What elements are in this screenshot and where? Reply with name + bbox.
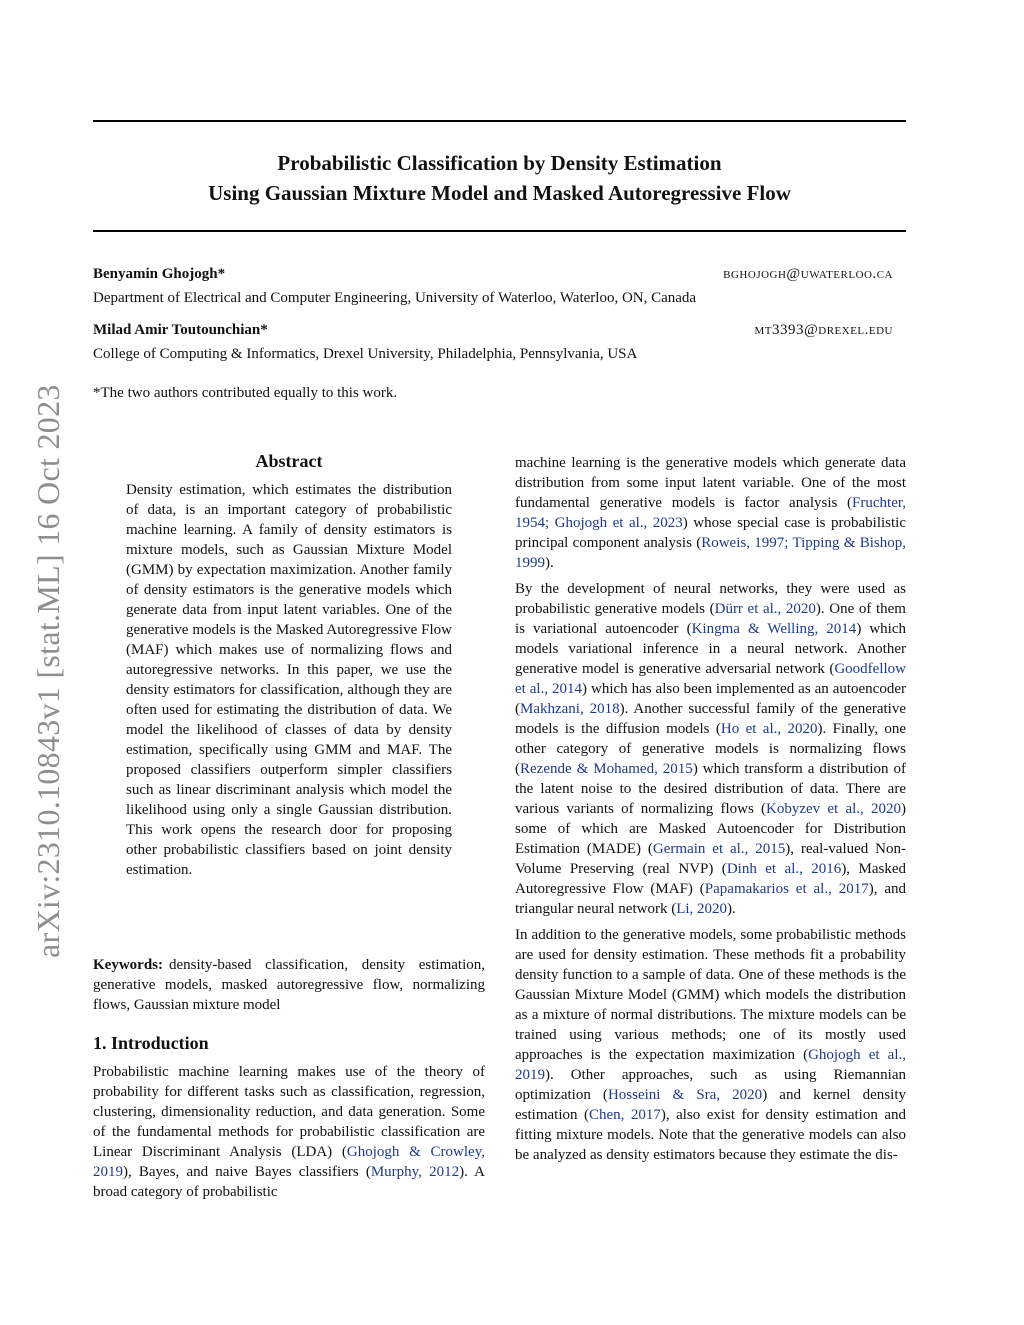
section-1-heading: 1. Introduction xyxy=(93,1033,209,1053)
citation-link[interactable]: Chen, 2017 xyxy=(588,1107,661,1123)
abstract-text: Density estimation, which estimates the distribution of data, is an important category of probabilistic machine learning. A family of density estimators is mixture models, such as Gaussian Mixture Model (GMM) by expectation maximization. Another family of density estimators is the generative models which generate data from input latent variables. One of the generative models is the Masked Autoregressive Flow (MAF) which makes use of normalizing flows and autoregressive networks. In this paper, we use the density estimators for classification, although they are often used for estimating the distribution of data. We model the likelihood of classes of data by density estimation, specifically using GMM and MAF. The proposed classifiers outperform simpler classifiers such as linear discriminant analysis which model the likelihood using only a single Gaussian distribution. This work opens the research door for proposing other probabilistic classifiers based on joint density estimation. xyxy=(126,482,452,878)
text-run: ) some of which are Masked Autoencoder for Distribution Estimation (MADE) ( xyxy=(515,801,906,857)
citation-link[interactable]: Papamakarios et al., 2017 xyxy=(704,881,869,897)
citation-link[interactable]: Ho et al., 2020 xyxy=(720,721,818,737)
abstract-heading: Abstract xyxy=(255,451,323,471)
title-top-rule xyxy=(93,120,906,122)
right-paragraph-2 xyxy=(515,579,906,919)
title-line-1: Probabilistic Classification by Density Estimation xyxy=(277,151,722,175)
citation-link[interactable]: Goodfellow et al., 2014 xyxy=(515,661,906,697)
text-run: ) which models variational inference in a neural network. Another generative model is generative adversarial network ( xyxy=(515,621,907,677)
citation-link[interactable]: Dinh et al., 2016 xyxy=(726,861,842,877)
text-run: ). Finally, one other category of generative models is normalizing flows ( xyxy=(515,721,906,777)
keywords xyxy=(93,955,485,1015)
text-run: ), Masked Autoregressive Flow (MAF) ( xyxy=(515,861,906,897)
citation-link[interactable]: Makhzani, 2018 xyxy=(520,701,620,717)
text-run: ), also exist for density estimation and fitting mixture models. Note that the generative models can also be analyzed as density estimators because they estimate the dis- xyxy=(515,1107,906,1163)
text-run: ) whose special case is probabilistic principal component analysis ( xyxy=(515,515,906,551)
text-run: By the development of neural networks, they were used as probabilistic generative models ( xyxy=(515,581,906,617)
right-paragraph-1 xyxy=(515,453,906,573)
citation-link[interactable]: Li, 2020 xyxy=(676,901,728,917)
text-run: ). A broad category of probabilistic xyxy=(93,1164,485,1200)
text-run: ). xyxy=(727,901,736,917)
text-run: ) and kernel density estimation ( xyxy=(515,1087,906,1123)
title-line-2: Using Gaussian Mixture Model and Masked Autoregressive Flow xyxy=(208,181,791,205)
citation-link[interactable]: Kingma & Welling, 2014 xyxy=(691,621,857,637)
citation-link[interactable]: Kobyzev et al., 2020 xyxy=(766,801,901,817)
citation-link[interactable]: Murphy, 2012 xyxy=(370,1164,460,1180)
arxiv-stamp: arXiv:2310.10843v1 [stat.ML] 16 Oct 2023 xyxy=(30,384,66,958)
title-bottom-rule xyxy=(93,230,906,232)
author-2-affiliation: College of Computing & Informatics, Drexel University, Philadelphia, Pennsylvania, USA xyxy=(93,346,638,362)
author-1-email[interactable]: bghojogh@uwaterloo.ca xyxy=(723,266,893,282)
text-run: machine learning is the generative models which generate data distribution from some input latent variable. One of the most fundamental generative models is factor analysis ( xyxy=(515,455,906,511)
text-run: ) which transform a distribution of the latent noise to the desired distribution of data. There are various variants of normalizing flows ( xyxy=(515,761,906,817)
text-run: ). Another successful family of the generative models is the diffusion models ( xyxy=(515,701,907,737)
paper-title xyxy=(93,148,906,208)
citation-link[interactable]: Rezende & Mohamed, 2015 xyxy=(520,761,693,777)
right-column xyxy=(515,453,906,1171)
citation-link[interactable]: Hosseini & Sra, 2020 xyxy=(607,1087,763,1103)
citation-link[interactable]: Fruchter, 1954; Ghojogh et al., 2023 xyxy=(515,495,906,531)
author-1-affiliation: Department of Electrical and Computer Engineering, University of Waterloo, Waterloo, ON, Canada xyxy=(93,290,697,306)
citation-link[interactable]: Germain et al., 2015 xyxy=(652,841,786,857)
keywords-label: Keywords: xyxy=(93,957,163,973)
author-2-email[interactable]: mt3393@drexel.edu xyxy=(754,322,893,338)
text-run: In addition to the generative models, some probabilistic methods are used for density estimation. These methods fit a probability density function to a sample of data. One of these methods is the Gaussian Mixture Model (GMM) which models the distribution as a mixture of normal distributions. The mixture models can be trained using various methods; one of its mostly used approaches is the expectation maximization ( xyxy=(515,927,906,1063)
citation-link[interactable]: Ghojogh & Crowley, 2019 xyxy=(93,1144,485,1180)
text-run: Probabilistic machine learning makes use of the theory of probability for different tasks such as classification, regression, clustering, dimensionality reduction, and data generation. Some of the fundamental methods for probabilistic classification are Linear Discriminant Analysis (LDA) ( xyxy=(93,1064,485,1160)
text-run: ). Other approaches, such as using Riemannian optimization ( xyxy=(515,1067,906,1103)
author-1-name: Benyamin Ghojogh* xyxy=(93,266,226,282)
text-run: ), real-valued Non-Volume Preserving (real NVP) ( xyxy=(515,841,906,877)
author-2-name: Milad Amir Toutounchian* xyxy=(93,322,268,338)
intro-paragraph xyxy=(93,1062,485,1202)
author-1 xyxy=(93,265,893,283)
text-run: ). One of them is variational autoencoder ( xyxy=(515,601,906,637)
text-run: ) which has also been implemented as an autoencoder ( xyxy=(515,681,906,717)
citation-link[interactable]: Roweis, 1997; Tipping & Bishop, 1999 xyxy=(515,535,906,571)
keywords-text: density-based classification, density estimation, generative models, masked autoregressive flow, normalizing flows, Gaussian mixture model xyxy=(93,957,485,1013)
author-2 xyxy=(93,321,893,339)
equal-contribution-note: *The two authors contributed equally to this work. xyxy=(93,385,398,401)
citation-link[interactable]: Dürr et al., 2020 xyxy=(714,601,816,617)
citation-link[interactable]: Ghojogh et al., 2019 xyxy=(515,1047,906,1083)
right-paragraph-3 xyxy=(515,925,906,1165)
text-run: ), Bayes, and naive Bayes classifiers ( xyxy=(123,1164,371,1180)
text-run: ), and triangular neural network ( xyxy=(515,881,906,917)
text-run: ). xyxy=(545,555,554,571)
